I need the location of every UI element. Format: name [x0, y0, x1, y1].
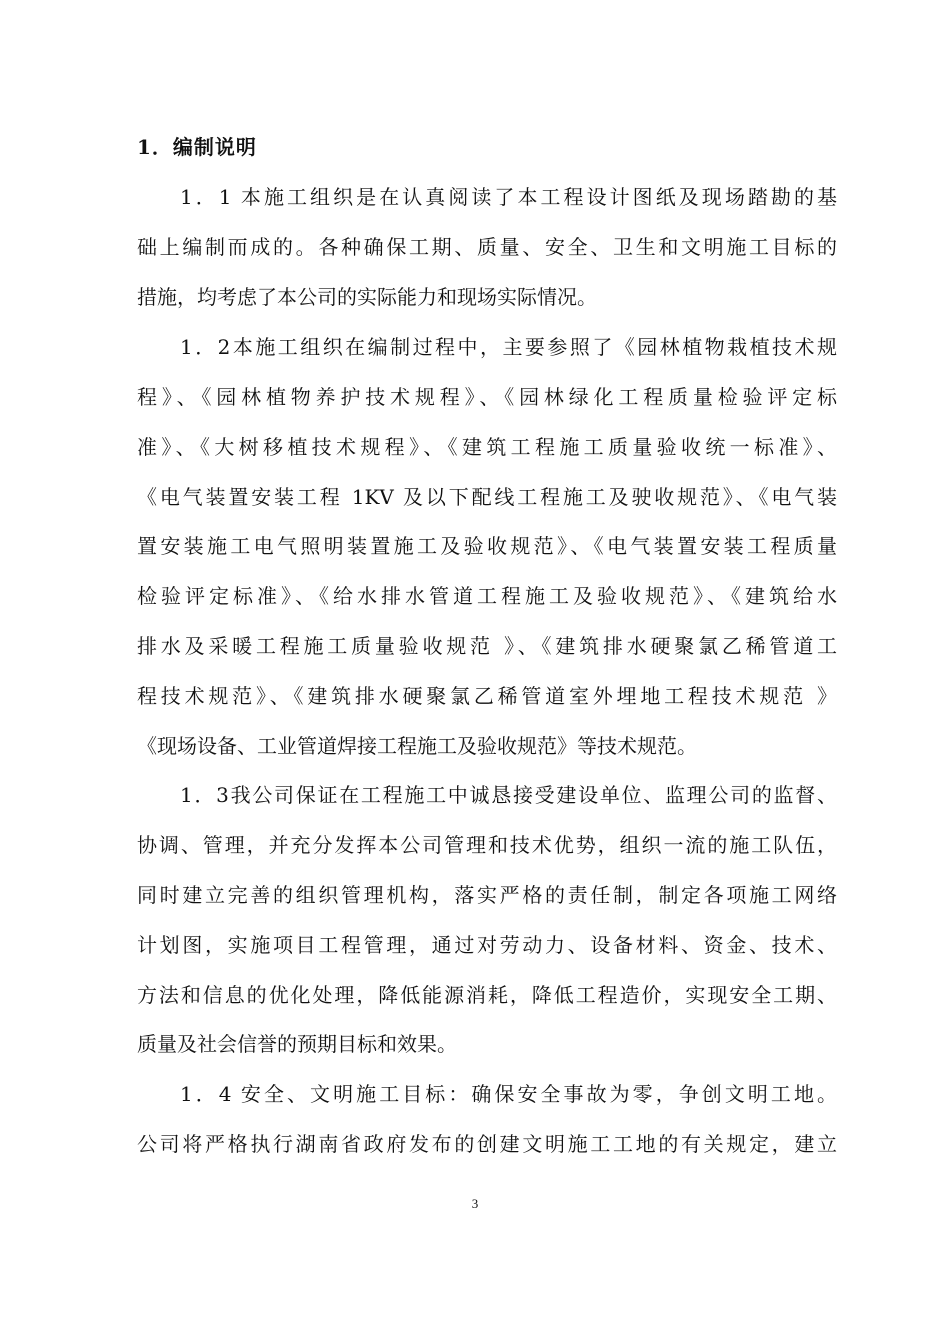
paragraph-line: 置安装施工电气照明装置施工及验收规范》、《电气装置安装工程质量: [137, 534, 837, 558]
paragraph-line: 准》、《大树移植技术规程》、《建筑工程施工质量验收统一标准》、: [137, 435, 837, 459]
paragraph-line: 1．4 安全、文明施工目标：确保安全事故为零，争创文明工地。: [180, 1082, 837, 1106]
paragraph-line: 质量及社会信誉的预期目标和效果。: [137, 1032, 457, 1056]
paragraph-line: 公司将严格执行湖南省政府发布的创建文明施工工地的有关规定，建立: [137, 1132, 837, 1156]
paragraph-line: 排水及采暖工程施工质量验收规范 》、《建筑排水硬聚氯乙稀管道工: [137, 634, 837, 658]
paragraph-line: 《电气装置安装工程 1KV 及以下配线工程施工及驶收规范》、《电气装: [137, 485, 837, 509]
paragraph-line: 础上编制而成的。各种确保工期、质量、安全、卫生和文明施工目标的: [137, 235, 837, 259]
page-number: 3: [471, 1196, 479, 1211]
paragraph-line: 同时建立完善的组织管理机构，落实严格的责任制，制定各项施工网络: [137, 883, 837, 907]
paragraph-line: 《现场设备、工业管道焊接工程施工及验收规范》等技术规范。: [137, 734, 697, 758]
paragraph-line: 1．2本施工组织在编制过程中，主要参照了《园林植物栽植技术规: [180, 335, 837, 359]
paragraph-line: 程技术规范》、《建筑排水硬聚氯乙稀管道室外埋地工程技术规范 》: [137, 684, 837, 708]
paragraph-line: 1．1 本施工组织是在认真阅读了本工程设计图纸及现场踏勘的基: [180, 185, 837, 209]
paragraph-line: 方法和信息的优化处理，降低能源消耗，降低工程造价，实现安全工期、: [137, 983, 837, 1007]
paragraph-line: 1．3我公司保证在工程施工中诚恳接受建设单位、监理公司的监督、: [180, 783, 837, 807]
section-heading: 1．编制说明: [137, 135, 257, 159]
paragraph-line: 措施，均考虑了本公司的实际能力和现场实际情况。: [137, 285, 597, 309]
paragraph-line: 计划图，实施项目工程管理，通过对劳动力、设备材料、资金、技术、: [137, 933, 837, 957]
paragraph-line: 程》、《园林植物养护技术规程》、《园林绿化工程质量检验评定标: [137, 385, 837, 409]
paragraph-line: 协调、管理，并充分发挥本公司管理和技术优势，组织一流的施工队伍，: [137, 833, 837, 857]
paragraph-line: 检验评定标准》、《给水排水管道工程施工及验收规范》、《建筑给水: [137, 584, 837, 608]
